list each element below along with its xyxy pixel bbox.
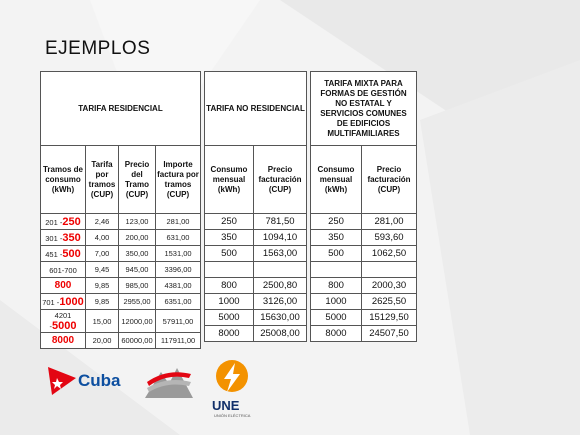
precio-cell: [362, 262, 417, 278]
tramo-cell: 451 -500: [41, 246, 86, 262]
col-importe-factura: Importe factura por tramos (CUP): [156, 146, 201, 214]
importe-cell: 6351,00: [156, 294, 201, 310]
tarifa-mixta-table: [310, 71, 417, 342]
precio-cell: 200,00: [119, 230, 156, 246]
tarifa-cell: 9,85: [86, 294, 119, 310]
precio-cell: 1094,10: [254, 230, 307, 246]
importe-cell: 281,00: [156, 214, 201, 230]
importe-cell: 57911,00: [156, 310, 201, 333]
consumo-cell: [311, 262, 362, 278]
precio-cell: 985,00: [119, 278, 156, 294]
consumo-cell: 8000: [311, 326, 362, 342]
consumo-cell: 250: [311, 214, 362, 230]
importe-cell: 1531,00: [156, 246, 201, 262]
tarifa-cell: 4,00: [86, 230, 119, 246]
precio-cell: 25008,00: [254, 326, 307, 342]
precio-cell: 12000,00: [119, 310, 156, 333]
importe-cell: 631,00: [156, 230, 201, 246]
une-logo-subtitle: UNIÓN ELÉCTRICA: [214, 413, 251, 418]
precio-cell: 3126,00: [254, 294, 307, 310]
ministry-emblem-icon: [141, 358, 196, 403]
cuba-logo-text: Cuba: [78, 371, 121, 390]
col-consumo-mensual: Consumo mensual (kWh): [205, 146, 254, 214]
tarifa-cell: 9,45: [86, 262, 119, 278]
consumo-cell: 1000: [205, 294, 254, 310]
tarifa-residencial-header: TARIFA RESIDENCIAL: [41, 72, 201, 146]
tramo-cell: 800: [41, 278, 86, 294]
consumo-cell: 8000: [205, 326, 254, 342]
tramo-cell: 601-700: [41, 262, 86, 278]
col-precio-facturacion: Precio facturación (CUP): [254, 146, 307, 214]
ministry-logo: [141, 358, 196, 403]
consumo-cell: 5000: [205, 310, 254, 326]
precio-cell: 2625,50: [362, 294, 417, 310]
tarifa-cell: 20,00: [86, 333, 119, 349]
tarifa-cell: 2,46: [86, 214, 119, 230]
consumo-cell: 800: [205, 278, 254, 294]
consumo-cell: 500: [205, 246, 254, 262]
col-consumo-mensual: Consumo mensual (kWh): [311, 146, 362, 214]
une-lightning-icon: [210, 358, 254, 398]
importe-cell: 3396,00: [156, 262, 201, 278]
tramo-cell: 301 -350: [41, 230, 86, 246]
precio-cell: 281,00: [362, 214, 417, 230]
precio-cell: 2955,00: [119, 294, 156, 310]
precio-cell: 1563,00: [254, 246, 307, 262]
tarifa-residencial-table: [40, 71, 201, 349]
precio-cell: 24507,50: [362, 326, 417, 342]
precio-cell: 15129,50: [362, 310, 417, 326]
tramo-cell: 201 -250: [41, 214, 86, 230]
tramo-cell: 4201 -5000: [41, 310, 86, 333]
precio-cell: 123,00: [119, 214, 156, 230]
slide-title: EJEMPLOS: [45, 38, 151, 59]
tarifa-no-residencial-table: [204, 71, 307, 342]
importe-cell: 117911,00: [156, 333, 201, 349]
cuba-flag-icon: [45, 364, 79, 398]
cuba-logo: [45, 358, 135, 403]
col-tarifa-tramos: Tarifa por tramos (CUP): [86, 146, 119, 214]
precio-cell: 2000,30: [362, 278, 417, 294]
consumo-cell: 5000: [311, 310, 362, 326]
precio-cell: 945,00: [119, 262, 156, 278]
precio-cell: 350,00: [119, 246, 156, 262]
tramo-cell: 8000: [41, 333, 86, 349]
col-tramos-consumo: Tramos de consumo (kWh): [41, 146, 86, 214]
tarifa-cell: 9,85: [86, 278, 119, 294]
consumo-cell: 350: [311, 230, 362, 246]
precio-cell: 781,50: [254, 214, 307, 230]
precio-cell: 2500,80: [254, 278, 307, 294]
tarifa-cell: 15,00: [86, 310, 119, 333]
col-precio-facturacion: Precio facturación (CUP): [362, 146, 417, 214]
consumo-cell: 800: [311, 278, 362, 294]
precio-cell: 60000,00: [119, 333, 156, 349]
consumo-cell: 1000: [311, 294, 362, 310]
precio-cell: [254, 262, 307, 278]
tarifa-mixta-header: TARIFA MIXTA PARA FORMAS DE GESTIÓN NO ESTATAL Y SERVICIOS COMUNES DE EDIFICIOS MULTIFAMILIARES: [311, 72, 417, 146]
consumo-cell: [205, 262, 254, 278]
tarifa-no-residencial-header: TARIFA NO RESIDENCIAL: [205, 72, 307, 146]
consumo-cell: 500: [311, 246, 362, 262]
une-logo: [210, 358, 254, 420]
tarifa-cell: 7,00: [86, 246, 119, 262]
tramo-cell: 701 -1000: [42, 295, 84, 308]
precio-cell: 1062,50: [362, 246, 417, 262]
importe-cell: 4381,00: [156, 278, 201, 294]
precio-cell: 15630,00: [254, 310, 307, 326]
une-logo-text: UNE: [212, 398, 240, 413]
precio-cell: 593,60: [362, 230, 417, 246]
consumo-cell: 350: [205, 230, 254, 246]
consumo-cell: 250: [205, 214, 254, 230]
col-precio-tramo: Precio del Tramo (CUP): [119, 146, 156, 214]
